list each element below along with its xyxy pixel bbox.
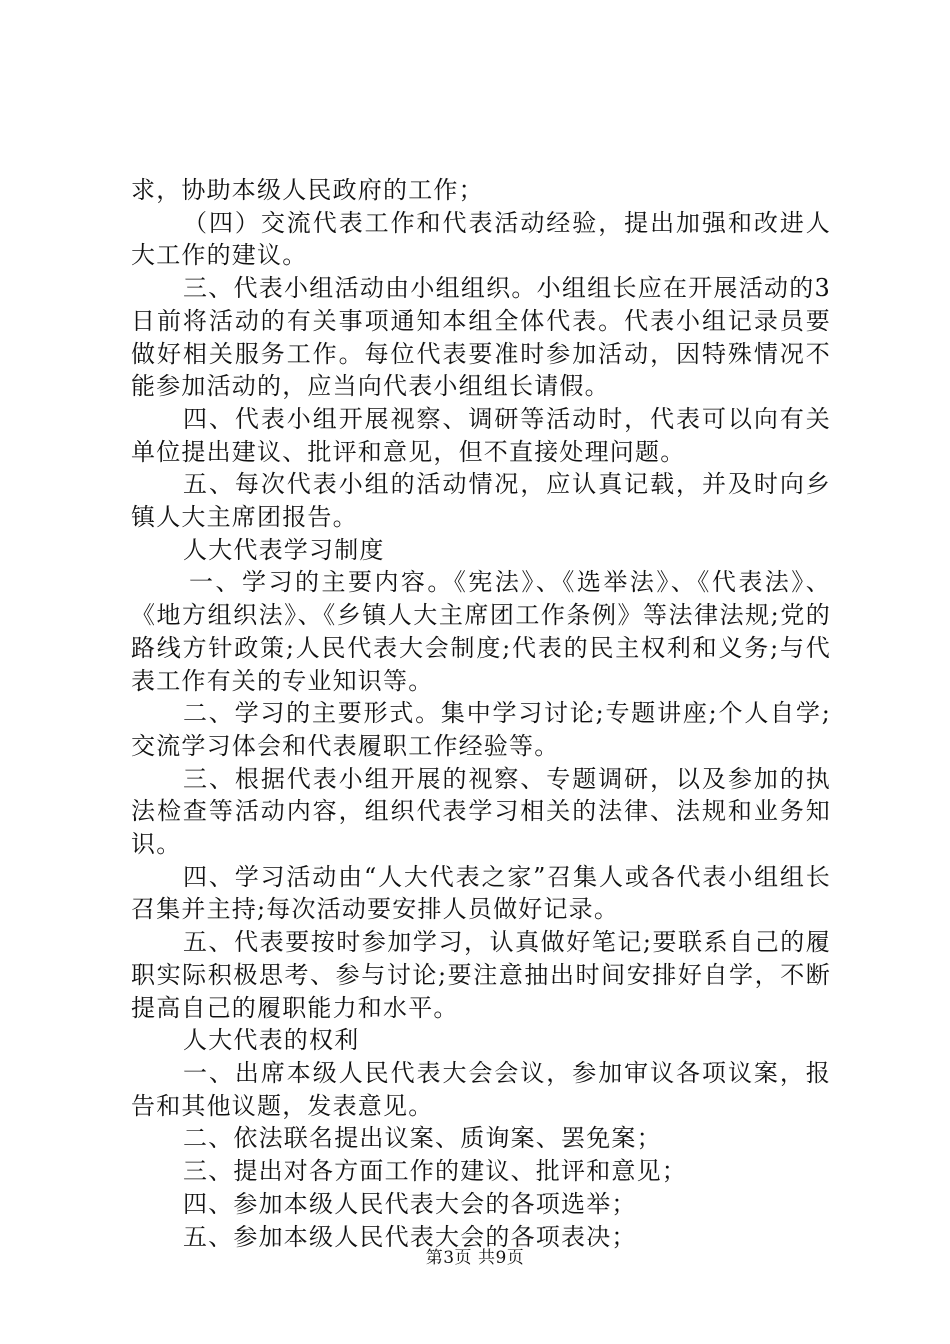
paragraph-continuation: 求，协助本级人民政府的工作； (131, 176, 484, 204)
paragraph-study-related-laws: 三、根据代表小组开展的视察、专题调研，以及参加的执法检查等活动内容，组织代表学习相关的法律、法规和业务知识。 (131, 764, 831, 859)
section-heading-study-system: 人大代表学习制度 (183, 535, 385, 564)
paragraph-item-four-inspection: 四、代表小组开展视察、调研等活动时，代表可以向有关单位提出建议、批评和意见，但不直接处理问题。 (131, 404, 831, 466)
paragraph-item-five-records: 五、每次代表小组的活动情况，应认真记载，并及时向乡镇人大主席团报告。 (131, 470, 831, 532)
paragraph-right-one: 一、出席本级人民代表大会会议，参加审议各项议案，报告和其他议题，发表意见。 (131, 1058, 831, 1120)
paragraph-study-attendance: 五、代表要按时参加学习，认真做好笔记;要联系自己的履职实际积极思考、参与讨论;要注意抽出时间安排好自学，不断提高自己的履职能力和水平。 (131, 928, 831, 1022)
paragraph-right-five: 五、参加本级人民代表大会的各项表决； (183, 1222, 637, 1251)
paragraph-right-three: 三、提出对各方面工作的建议、批评和意见； (183, 1157, 687, 1186)
paragraph-study-forms: 二、学习的主要形式。集中学习讨论;专题讲座;个人自学;交流学习体会和代表履职工作经验等。 (131, 699, 831, 760)
document-body (131, 174, 831, 1253)
paragraph-right-two: 二、依法联名提出议案、质询案、罢免案； (183, 1124, 662, 1153)
paragraph-item-four-exchange: （四）交流代表工作和代表活动经验，提出加强和改进人大工作的建议。 (131, 208, 831, 270)
paragraph-study-organizer: 四、学习活动由“人大代表之家”召集人或各代表小组组长召集并主持;每次活动要安排人员做好记录。 (131, 862, 831, 924)
paragraph-item-three-group-activity: 三、代表小组活动由小组组织。小组组长应在开展活动的3日前将活动的有关事项通知本组全体代表。代表小组记录员要做好相关服务工作。每位代表要准时参加活动，因特殊情况不能参加活动的，应当向代表小组组长请假。 (131, 274, 831, 401)
paragraph-study-content: 一、学习的主要内容。《宪法》、《选举法》、《代表法》、《地方组织法》、《乡镇人大主席团工作条例》等法律法规;党的路线方针政策;人民代表大会制度;代表的民主权利和义务;与代表工作有关的专业知识等。 (131, 568, 831, 695)
section-heading-rights: 人大代表的权利 (183, 1026, 360, 1055)
paragraph-right-four: 四、参加本级人民代表大会的各项选举； (183, 1189, 637, 1218)
page-number-footer: 第3页 共9页 (425, 1248, 525, 1268)
